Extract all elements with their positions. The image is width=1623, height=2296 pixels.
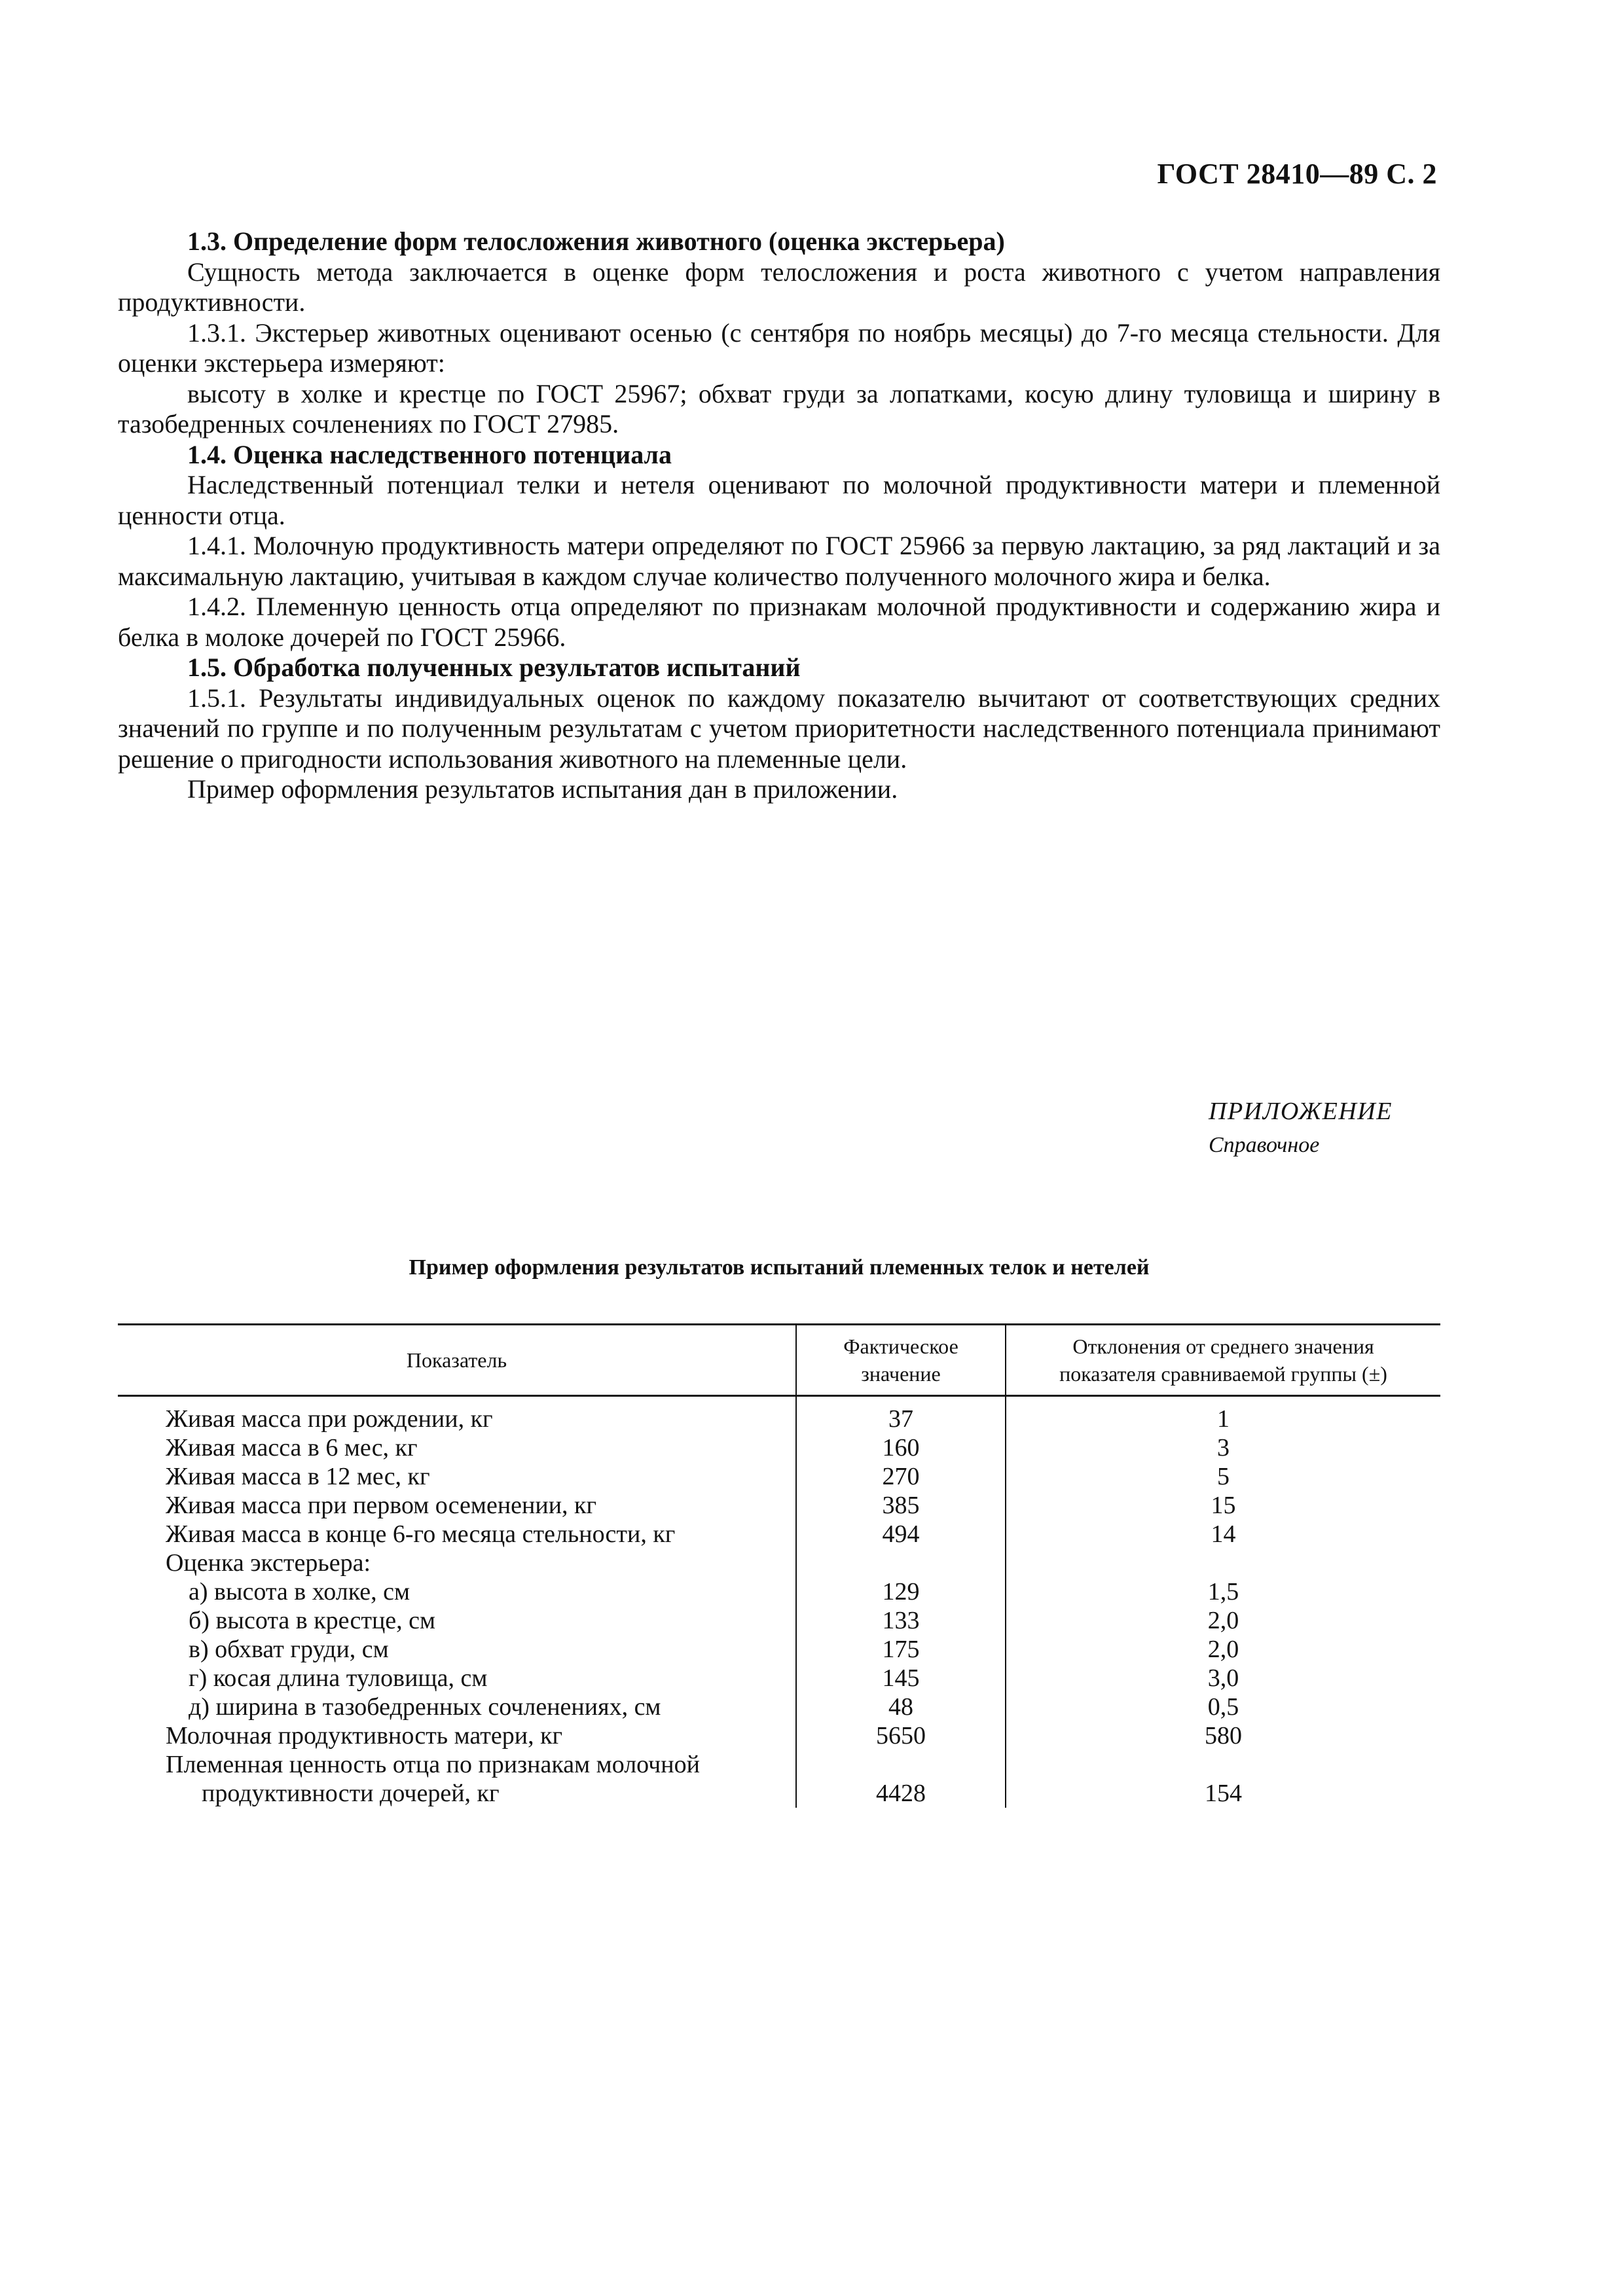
row-name: Оценка экстерьера: (118, 1549, 796, 1577)
row-deviation: 0,5 (1207, 1693, 1239, 1721)
row-name: г) косая длина туловища, см (118, 1664, 796, 1693)
row-value: 37 (796, 1396, 1006, 1434)
table-row (118, 1462, 1440, 1491)
results-table (118, 1323, 1440, 1808)
table-row (118, 1635, 1440, 1664)
row-name: Молочная продуктивность матери, кг (118, 1721, 796, 1750)
row-deviation: 15 (1211, 1492, 1236, 1519)
row-name: в) обхват груди, см (118, 1635, 796, 1664)
appendix-label (1209, 1094, 1393, 1162)
row-name: д) ширина в тазобедренных сочленениях, см (118, 1693, 796, 1721)
row-name: а) высота в холке, см (118, 1577, 796, 1606)
header-actual-value-text: Фактическое значение (843, 1335, 958, 1386)
row-name: Живая масса при первом осеменении, кг (118, 1491, 796, 1520)
header-deviation-text: Отклонения от среднего значения показателя сравниваемой группы (±) (1059, 1335, 1387, 1386)
row-deviation: 2,0 (1207, 1636, 1239, 1663)
document-body (118, 226, 1440, 805)
table-row (118, 1750, 1440, 1779)
row-name: Живая масса в 6 мес, кг (118, 1433, 796, 1462)
paragraph: 1.4.2. Племенную ценность отца определяют по признакам молочной продуктивности и содержанию жира и белка в молоке дочерей по ГОСТ 25966. (118, 592, 1440, 652)
row-value: 48 (796, 1693, 1006, 1721)
row-name: б) высота в крестце, см (118, 1606, 796, 1635)
row-deviation: 5 (1217, 1463, 1230, 1490)
row-deviation: 14 (1211, 1520, 1236, 1548)
table-row (118, 1577, 1440, 1606)
table-title: Пример оформления результатов испытаний племенных телок и нетелей (409, 1255, 1150, 1280)
paragraph: высоту в холке и крестце по ГОСТ 25967; обхват груди за лопатками, косую длину туловища и ширину в тазобедренных сочленениях по ГОСТ 27985. (118, 378, 1440, 439)
paragraph: Сущность метода заключается в оценке форм телосложения и роста животного с учетом направления продуктивности. (118, 257, 1440, 317)
row-value: 4428 (796, 1779, 1006, 1808)
appendix-subtitle: Справочное (1209, 1133, 1320, 1157)
row-deviation: 2,0 (1207, 1607, 1239, 1634)
paragraph: 1.5.1. Результаты индивидуальных оценок по каждому показателю вычитают от соответствующих средних значений по группе и по полученным результатам с учетом приоритетности наследственного потенциала принимают решение о пригодности использования животного на племенные цели. (118, 683, 1440, 774)
row-value: 494 (796, 1520, 1006, 1549)
section-heading-1-3: 1.3. Определение форм телосложения животного (оценка экстерьера) (187, 226, 1005, 256)
row-name: Племенная ценность отца по признакам молочной (118, 1750, 796, 1779)
paragraph: Пример оформления результатов испытания дан в приложении. (187, 774, 898, 804)
row-deviation: 580 (1205, 1722, 1242, 1749)
row-value: 385 (796, 1491, 1006, 1520)
header-indicator: Показатель (118, 1325, 796, 1396)
row-name: Живая масса в конце 6-го месяца стельности, кг (118, 1520, 796, 1549)
section-heading-1-4: 1.4. Оценка наследственного потенциала (187, 439, 672, 469)
row-value: 270 (796, 1462, 1006, 1491)
paragraph: Наследственный потенциал телки и нетеля оценивают по молочной продуктивности матери и племенной ценности отца. (118, 470, 1440, 530)
table-row (118, 1396, 1440, 1434)
table-row (118, 1693, 1440, 1721)
table-row (118, 1664, 1440, 1693)
table-row (118, 1433, 1440, 1462)
table-row (118, 1520, 1440, 1549)
row-value: 5650 (796, 1721, 1006, 1750)
table-row (118, 1549, 1440, 1577)
header-deviation (1006, 1325, 1440, 1396)
row-value: 133 (796, 1606, 1006, 1635)
header-actual-value (796, 1325, 1006, 1396)
table-row (118, 1491, 1440, 1520)
table-row (118, 1606, 1440, 1635)
appendix-title: ПРИЛОЖЕНИЕ (1209, 1098, 1393, 1125)
row-name: продуктивности дочерей, кг (118, 1779, 796, 1808)
table-row (118, 1721, 1440, 1750)
row-value (796, 1549, 1006, 1577)
row-name: Живая масса в 12 мес, кг (118, 1462, 796, 1491)
row-deviation: 154 (1205, 1780, 1242, 1807)
row-deviation: 3 (1217, 1434, 1230, 1462)
table-row (118, 1779, 1440, 1808)
row-value: 145 (796, 1664, 1006, 1693)
page-header: ГОСТ 28410—89 С. 2 (1157, 158, 1437, 190)
row-deviation: 1,5 (1207, 1578, 1239, 1605)
row-value: 160 (796, 1433, 1006, 1462)
row-value (796, 1750, 1006, 1779)
paragraph: 1.3.1. Экстерьер животных оценивают осенью (с сентября по ноябрь месяцы) до 7-го месяца стельности. Для оценки экстерьера измеряют: (118, 317, 1440, 378)
row-value: 129 (796, 1577, 1006, 1606)
row-deviation (1006, 1549, 1440, 1577)
row-deviation: 1 (1217, 1405, 1230, 1433)
row-value: 175 (796, 1635, 1006, 1664)
row-name: Живая масса при рождении, кг (118, 1396, 796, 1434)
row-deviation (1006, 1750, 1440, 1779)
row-deviation: 3,0 (1207, 1664, 1239, 1692)
table-header-row (118, 1325, 1440, 1396)
section-heading-1-5: 1.5. Обработка полученных результатов испытаний (187, 653, 801, 682)
paragraph: 1.4.1. Молочную продуктивность матери определяют по ГОСТ 25966 за первую лактацию, за ряд лактаций и за максимальную лактацию, учитывая в каждом случае количество полученного молочного жира и белка. (118, 531, 1440, 591)
